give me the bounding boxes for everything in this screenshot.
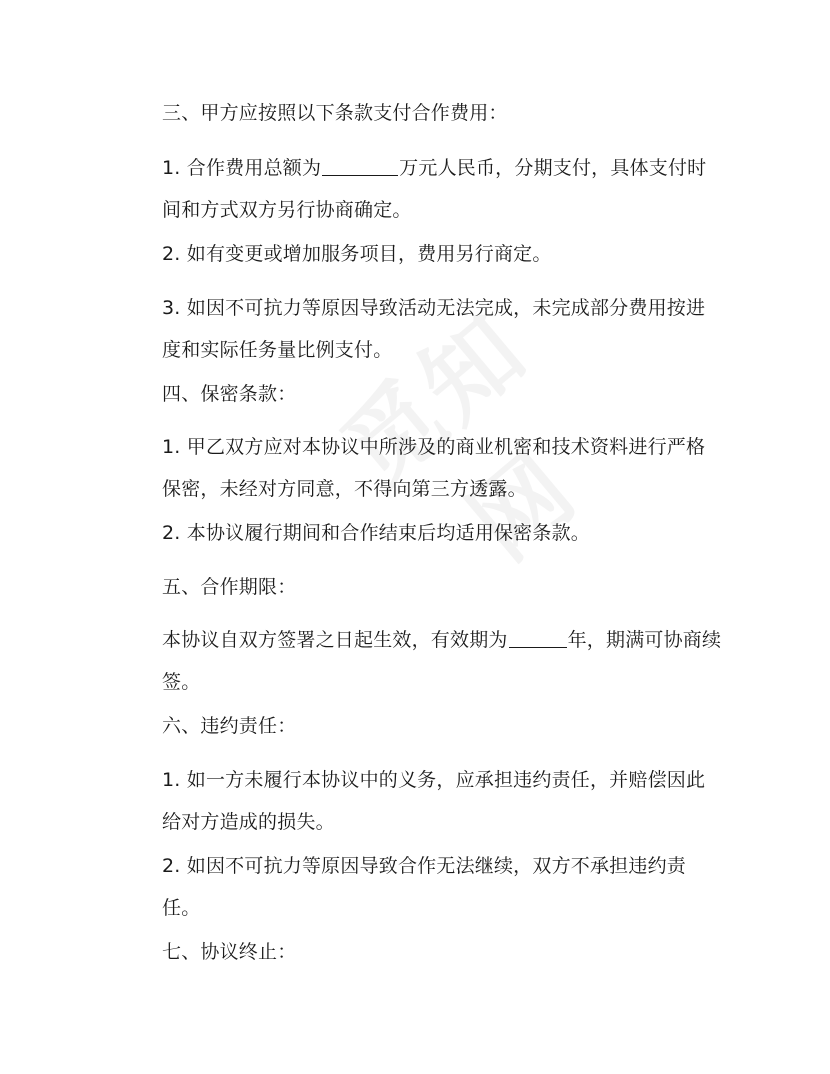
section-3-item-1-suffix: 万元人民币，分期支付，具体支付时间和方式双方另行协商确定。 — [162, 157, 707, 221]
section-5-text-prefix: 本协议自双方签署之日起生效，有效期为 — [162, 629, 508, 651]
section-5-heading: 五、合作期限： — [162, 576, 297, 598]
section-6-item-1: 1. 如一方未履行本协议中的义务，应承担违约责任，并赔偿因此给对方造成的损失。 — [162, 769, 706, 833]
section-3-item-2: 2. 如有变更或增加服务项目，费用另行商定。 — [162, 243, 552, 265]
section-6-heading: 六、违约责任： — [162, 715, 297, 737]
section-3-item-1-prefix: 1. 合作费用总额为 — [162, 157, 322, 179]
amount-blank-line — [322, 151, 398, 176]
section-3-heading: 三、甲方应按照以下条款支付合作费用： — [162, 102, 508, 124]
term-blank-line — [509, 623, 567, 648]
section-7-heading: 七、协议终止： — [162, 941, 297, 963]
section-3-item-3: 3. 如因不可抗力等原因导致活动无法完成，未完成部分费用按进度和实际任务量比例支付。 — [162, 297, 706, 361]
section-3-item-1 — [162, 147, 722, 231]
section-5-text-suffix: 年，期满可协商续签。 — [162, 629, 722, 693]
section-4-item-2: 2. 本协议履行期间和合作结束后均适用保密条款。 — [162, 522, 590, 544]
section-6-item-2: 2. 如因不可抗力等原因导致合作无法继续，双方不承担违约责任。 — [162, 855, 686, 919]
section-4-heading: 四、保密条款： — [162, 383, 297, 405]
section-5-text — [162, 619, 722, 703]
section-4-item-1: 1. 甲乙双方应对本协议中所涉及的商业机密和技术资料进行严格保密，未经对方同意，不得向第三方透露。 — [162, 436, 706, 500]
